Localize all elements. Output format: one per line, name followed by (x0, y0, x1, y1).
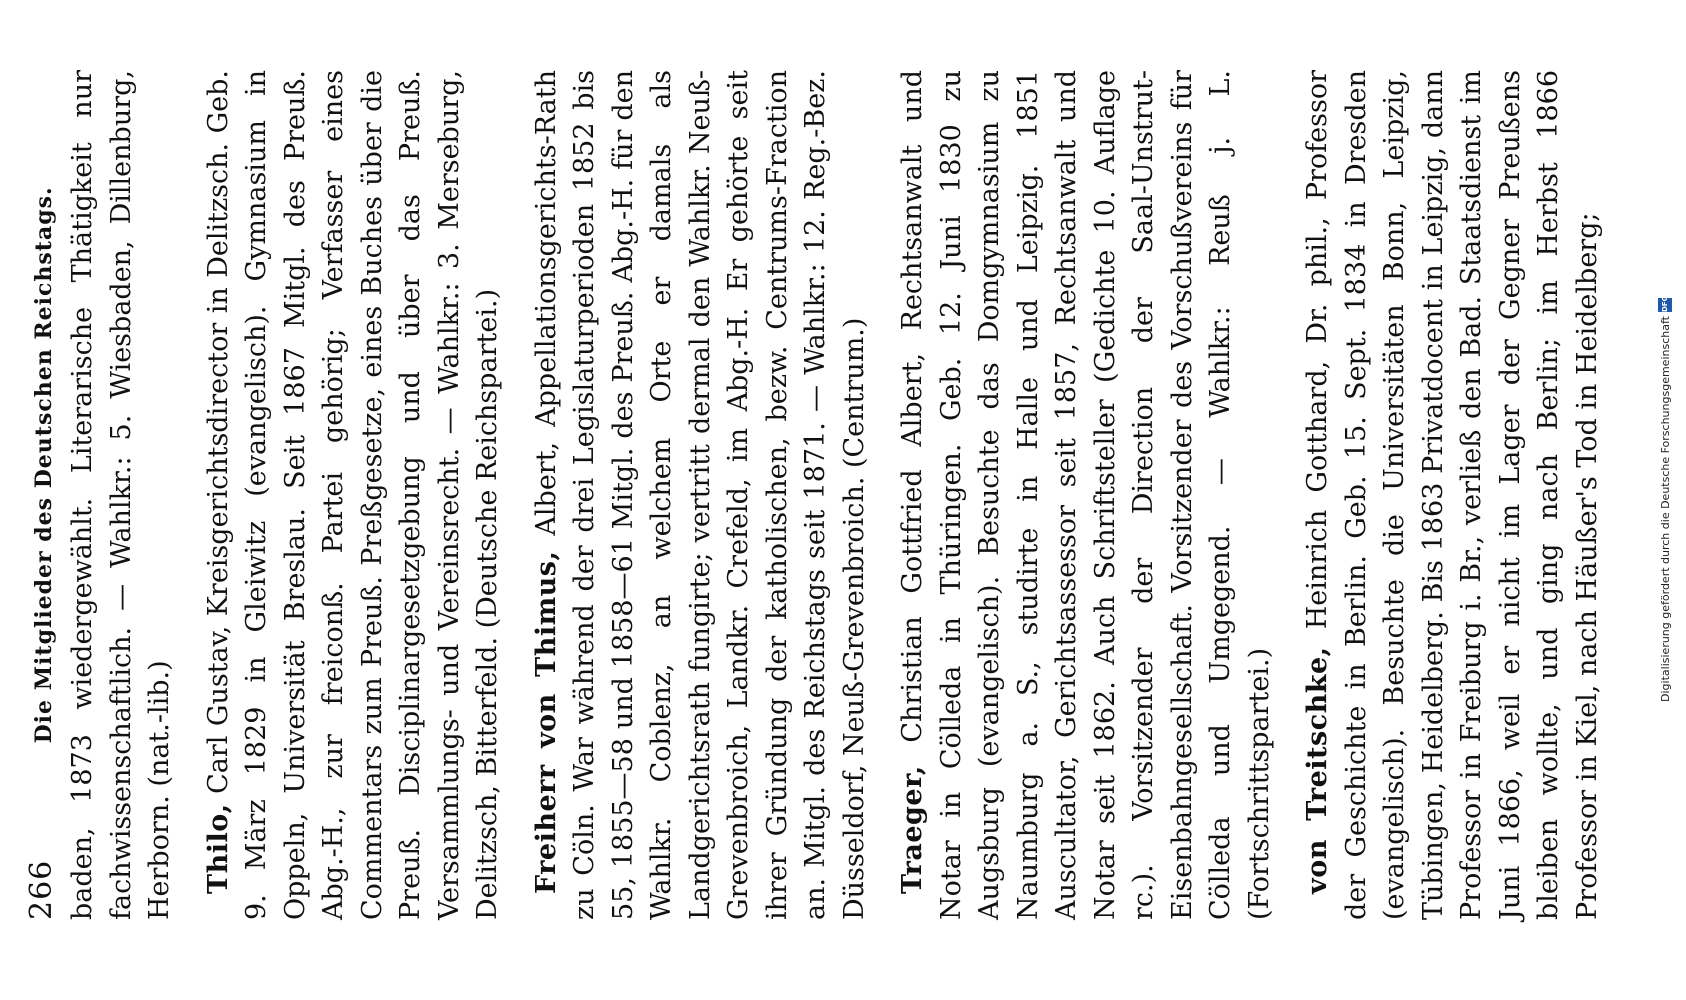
digitization-credit (1652, 30, 1678, 970)
running-head: Die Mitglieder des Deutschen Reichstags. (31, 186, 57, 744)
book-page (10, 40, 1603, 960)
entry-name: Thilo, (202, 803, 234, 894)
entry-body: Carl Gustav, Kreisgerichtsdirector in Delitzsch. Geb. 9. März 1829 in Gleiwitz (evangelisch). Gymnasium in Oppeln, Universität Breslau. Seit 1867 Mitgl. des Preuß. Abg.-H., zur freiconß. Partei gehörig; Verfasser eines Commentars zum Preuß. Preßgesetze, eines Buches über die Preuß. Disciplinargesetzgebung und über das Preuß. Versammlungs- und Vereinsrecht. — Wahlkr.: 3. Merseburg, Delitzsch, Bitterfeld. (Deutsche Reichspartei.) (202, 70, 503, 920)
dfg-logo: DFG (1658, 298, 1672, 312)
entry-thimus (528, 70, 875, 920)
entry-name: Traeger, (897, 765, 928, 894)
entry-continued (64, 70, 180, 920)
digitization-credit-text: Digitalisierung gefördert durch die Deutsche Forschungsgemeinschaft (1658, 316, 1672, 702)
entry-traeger (894, 70, 1279, 920)
entry-thilo (200, 70, 508, 920)
entry-body: Christian Gottfried Albert, Rechtsanwalt und Notar in Cölleda in Thüringen. Geb. 12. Juni 1830 zu Augsburg (evangelisch). Besuchte das Domgymnasium zu Naumburg a. S., studirte in Halle und Leipzig. 1851 Auscultator, Gerichtsassessor seit 1857, Rechtsanwalt und Notar seit 1862. Auch Schriftsteller (Gedichte 10. Auflage rc.). Vorsitzender der Direction der Saal-Unstrut-Eisenbahngesellschaft. Vorsitzender des Vorschußvereins für Cölleda und Umgegend. — Wahlkr.: Reuß j. L. (Fortschrittspartei.) (897, 70, 1275, 920)
entry-name: Freiherr von Thimus, (530, 550, 562, 894)
entry-name: von Treitschke, (1302, 646, 1333, 894)
page-header (24, 70, 64, 920)
entry-body: Albert, Appellationsgerichts-Rath zu Cöln. War während der drei Legislaturperioden 1852 bis 55, 1855—58 und 1858—61 Mitgl. des Preuß. Abg.-H. für den Wahlkr. Coblenz, an welchem Orte er damals als Landgerichtsrath fungirte; vertritt dermal den Wahlkr. Neuß-Grevenbroich, Landkr. Crefeld, im Abg.-H. Er gehörte seit ihrer Gründung der katholischen, bezw. Centrums-Fraction an. Mitgl. des Reichstags seit 1871. — Wahlkr.: 12. Reg.-Bez. Düsseldorf, Neuß-Grevenbroich. (Centrum.) (530, 70, 870, 920)
entry-body: baden, 1873 wiedergewählt. Literarische Thätigkeit nur fachwissenschaftlich. — Wahlkr.: 5. Wiesbaden, Dillenburg, Herborn. (nat.-lib.) (67, 70, 175, 920)
entry-body: Heinrich Gotthard, Dr. phil., Professor der Geschichte in Berlin. Geb. 15. Sept. 1834 in Dresden (evangelisch). Besuchte die Universitäten Bonn, Leipzig, Tübingen, Heidelberg. Bis 1863 Privatdocent in Leipzig, dann Professor in Freiburg i. Br., verließ den Bad. Staatsdienst im Juni 1866, weil er nicht im Lager der Gegner Preußens bleiben wollte, und ging nach Berlin; im Herbst 1866 Professor in Kiel, nach Häußer's Tod in Heidelberg; (1302, 70, 1603, 920)
page-number: 266 (24, 859, 59, 920)
entry-treitschke (1299, 70, 1607, 920)
